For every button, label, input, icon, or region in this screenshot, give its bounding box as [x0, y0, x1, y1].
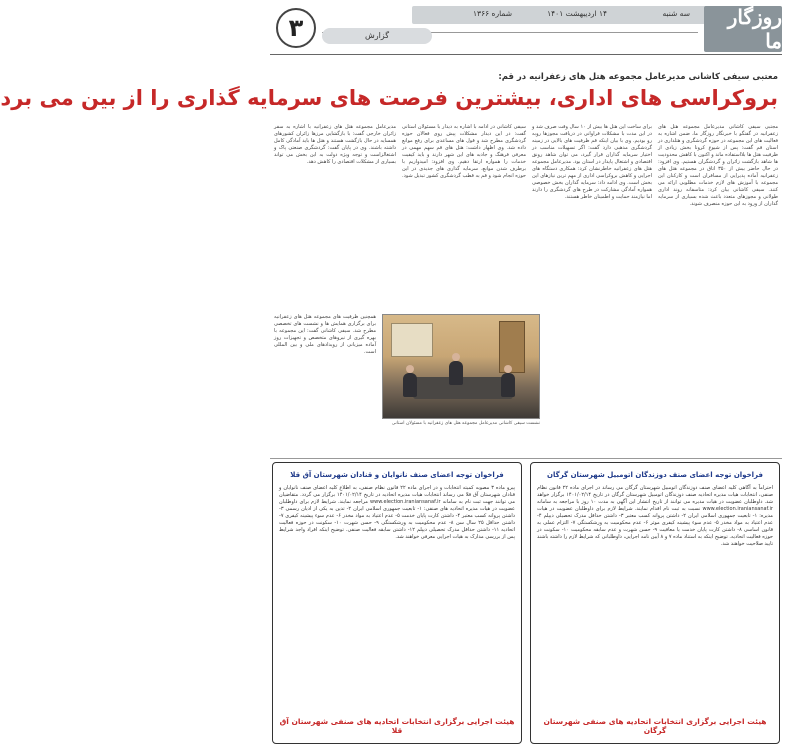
meeting-photo [382, 314, 540, 419]
article-kicker: معتبی سیفی کاشانی مدیرعامل مجموعه هتل های زعفرانیه در قم: [498, 72, 778, 82]
masthead [270, 6, 782, 52]
notice-box-gorgan [530, 462, 780, 744]
article-column-1 [658, 124, 778, 454]
notice-box-aqqala [272, 462, 522, 744]
article-text: مجتبی سیفی کاشانی مدیرعامل مجموعه هتل های زعفرانیه در گفتگو با خبرنگار روزگار ما، ضمن اشاره به فعالیت های این مجموعه در حوزه گردشگری و هتلداری در استان قم گفت: پس از شیوع کرونا بخش زیادی از ظرفیت هتل ها بلااستفاده ماند و اکنون با کاهش محدودیت ها شاهد بازگشت زائران و گردشگران هستیم. وی افزود: در حال حاضر بیش از ۳۵۰ اتاق در مجموعه هتل های زعفرانیه آماده پذیرایی از مسافران است و کارکنان این مجموعه با آموزش های لازم خدمات مطلوبی ارائه می کنند. سیفی کاشانی بیان کرد: متاسفانه روند اداری طولانی و مجوزهای متعدد باعث شده بسیاری از سرمایه گذاران از ورود به این حوزه منصرف شوند. [658, 124, 778, 207]
photo-caption: نشست سیفی کاشانی مدیرعامل مجموعه هتل های زعفرانیه با مسئولان استانی [391, 421, 540, 426]
photo-table [413, 377, 513, 399]
photo-person-head [452, 353, 460, 361]
photo-person-head [504, 365, 512, 373]
notice-title: فراخوان توجه اعضای صنف دوزندگان اتومبیل شهرستان گرگان [547, 471, 763, 479]
article-text: همچنین ظرفیت های مجموعه هتل های زعفرانیه برای برگزاری همایش ها و نشست های تخصصی مطرح شد. سیفی کاشانی گفت: این مجموعه با بهره گیری از نیروهای متخصص و تجهیزات روز آماده میزبانی از رویدادهای ملی و بین المللی است. [274, 314, 376, 355]
photo-person [449, 361, 463, 385]
article-text: سیفی کاشانی در ادامه با اشاره به دیدار با مسئولان استانی گفت: در این دیدار مشکلات پیش روی فعالان حوزه گردشگری مطرح شد و قول های مساعدی برای رفع موانع داده شد. وی اظهار داشت: هتل های قم سهم مهمی در معرفی فرهنگ و جاذبه های این شهر دارند و باید کیفیت خدمات را همواره ارتقا دهیم. وی افزود: امیدواریم با برطرف شدن موانع، سرمایه گذاری های جدیدی در این حوزه انجام شود و قم به قطب گردشگری کشور تبدیل شود. [402, 124, 526, 179]
article-column-5 [274, 314, 376, 454]
photo-person [501, 373, 515, 397]
article-column-3 [402, 124, 526, 310]
article-column-4 [274, 124, 396, 310]
article-text: برای ساخت این هتل ها بیش از ۱۰ سال وقت صرف شد و در این مدت با مشکلات فراوانی در دریافت مجوزها روبه رو بودیم. وی با بیان اینکه قم ظرفیت های بالایی در زمینه گردشگری مذهبی دارد گفت: اگر تسهیلات مناسب در اختیار سرمایه گذاران قرار گیرد، می توان شاهد رونق اقتصادی و اشتغال پایدار در استان بود. مدیرعامل مجموعه هتل های زعفرانیه خاطرنشان کرد: همکاری دستگاه های اجرایی و کاهش بروکراسی اداری از مهم ترین نیازهای این بخش است. وی ادامه داد: سرمایه گذاران بخش خصوصی همواره آمادگی مشارکت در طرح های گردشگری را دارند اما نیازمند حمایت و اطمینان خاطر هستند. [532, 124, 652, 200]
section-divider [270, 458, 782, 459]
notice-body: احتراماً به آگاهی کلیه اعضای صنف دوزندگان اتومبیل شهرستان گرگان می رساند در اجرای ماده ۲۲ قانون نظام صنفی، انتخابات هیات مدیره اتحادیه صنف دوزندگان اتومبیل شهرستان گرگان در تاریخ ۱۴۰۱/۰۲/۱۴ برگزار خواهد شد. داوطلبان عضویت در هیات مدیره می توانند از تاریخ انتشار این آگهی به مدت ۱۰ روز با مراجعه به سامانه www.election.iraniansanaf.ir نسبت به ثبت نام اقدام نمایند. شرایط لازم برای داوطلبان عضویت در هیات مدیره: ۱- تابعیت جمهوری اسلامی ایران ۲- داشتن پروانه کسب معتبر ۳- داشتن حداقل مدرک تحصیلی دیپلم ۴- عدم اعتیاد به مواد مخدر ۵- عدم سوء پیشینه کیفری موثر ۶- عدم محکومیت به ورشکستگی ۷- التزام عملی به قانون اساسی ۸- داشتن کارت پایان خدمت یا معافیت ۹- حسن شهرت و عدم سابقه محکومیت ۱۰- سکونت در حوزه فعالیت اتحادیه. توضیح اینکه به استناد ماده ۷ و ۸ آیین نامه اجرایی، داوطلبانی که شرایط لازم را داشته باشند تایید صلاحیت خواهند شد. [537, 485, 774, 547]
header-rule [270, 54, 782, 55]
article-headline: بروکراسی های اداری، بیشترین فرصت های سرمایه گذاری را از بین می برد [0, 86, 778, 110]
notice-title: فراخوان توجه اعضای صنف نانوایان و قنادان شهرستان آق قلا [290, 471, 504, 479]
notice-body: پیرو ماده ۳ مصوبه کمیته انتخابات و در اجرای ماده ۲۲ قانون نظام صنفی، به اطلاع کلیه اعضای صنف نانوایان و قنادان شهرستان آق قلا می رساند انتخابات هیات مدیره اتحادیه در تاریخ ۱۴۰۱/۰۲/۱۴ برگزار می گردد. متقاضیان می توانند جهت ثبت نام به سامانه www.election.iraniansanaf.ir مراجعه نمایند. شرایط لازم برای داوطلبان عضویت در هیات مدیره اتحادیه های صنفی: ۱- تابعیت جمهوری اسلامی ایران ۲- تدین به یکی از ادیان رسمی ۳- داشتن پروانه کسب معتبر ۴- داشتن کارت پایان خدمت ۵- عدم اعتیاد به مواد مخدر ۶- عدم سوء پیشینه کیفری ۷- داشتن حداقل ۲۵ سال سن ۸- عدم محکومیت به ورشکستگی ۹- حسن شهرت ۱۰- سکونت در حوزه فعالیت اتحادیه ۱۱- داشتن حداقل مدرک تحصیلی دیپلم ۱۲- داشتن سابقه فعالیت صنفی. توضیح اینکه افراد واجد شرایط پس از بررسی مدارک به هیات اجرایی معرفی خواهند شد. [279, 485, 516, 540]
section-label: گزارش [322, 28, 432, 44]
photo-person-head [406, 365, 414, 373]
article-column-2 [532, 124, 652, 454]
newspaper-logo: روزگار ما [704, 6, 782, 52]
issue-label: شماره ۱۳۶۶ [473, 9, 512, 18]
notice-signature: هیئت اجرایی برگزاری انتخابات اتحادیه های صنفی شهرستان آق قلا [279, 717, 515, 735]
article-text: مدیرعامل مجموعه هتل های زعفرانیه با اشاره به سفر زائران خارجی گفت: با بازگشایی مرزها زائران کشورهای همسایه در حال بازگشت هستند و هتل ها باید آمادگی کامل داشته باشند. وی در پایان گفت: گردشگری صنعتی پاک و اشتغالزاست و توجه ویژه دولت به این بخش می تواند بسیاری از مشکلات اقتصادی را کاهش دهد. [274, 124, 396, 165]
day-label: سه شنبه [662, 9, 690, 18]
date-label: ۱۴ اردیبهشت ۱۴۰۱ [547, 9, 607, 18]
photo-door [499, 321, 525, 373]
page-number: ۳ [276, 8, 316, 48]
photo-window [391, 323, 433, 357]
notice-signature: هیئت اجرایی برگزاری انتخابات اتحادیه های صنفی شهرستان گرگان [543, 717, 767, 735]
photo-person [403, 373, 417, 397]
